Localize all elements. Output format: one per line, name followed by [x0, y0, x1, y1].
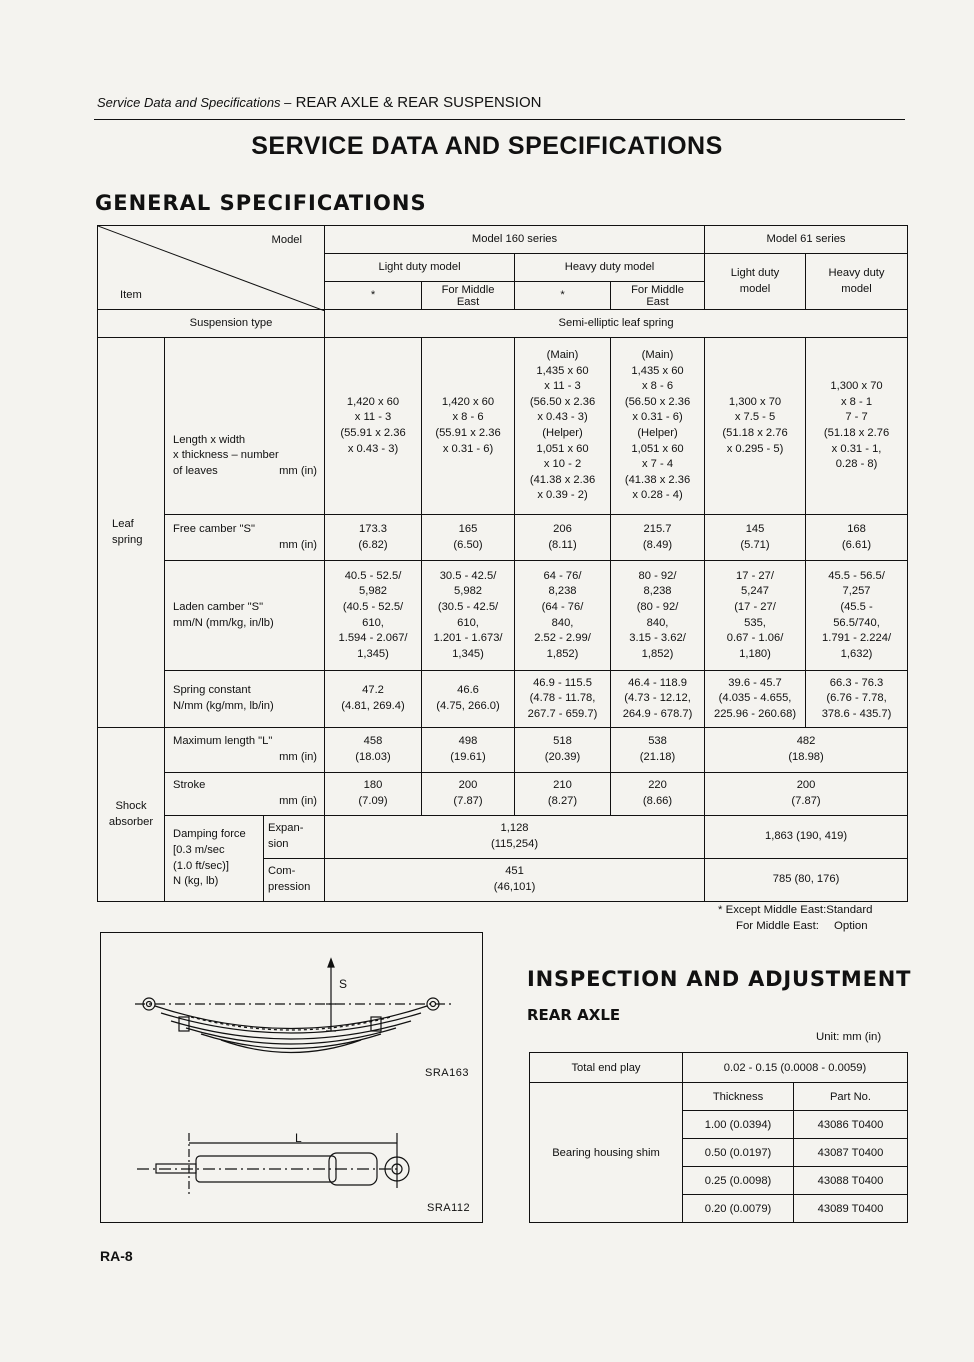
spring-constant-value: 46.9 - 115.5 (4.78 - 11.78, 267.7 - 659.7)	[515, 671, 611, 728]
expansion-label: Expan- sion	[264, 816, 325, 859]
m61-heavy-duty-header: Heavy duty model	[806, 254, 908, 310]
shim-thickness: 0.20 (0.0079)	[683, 1195, 794, 1223]
max-length-label-cell	[165, 728, 325, 773]
shim-part-no: 43089 T0400	[794, 1195, 908, 1223]
length-value: 1,420 x 60 x 8 - 6 (55.91 x 2.36 x 0.31 - 6)	[422, 338, 515, 515]
leaf-spring-group-label: Leaf spring	[98, 338, 165, 728]
footnote	[718, 902, 873, 934]
footnote-line	[718, 902, 873, 918]
middle-east-header: For Middle East	[611, 282, 705, 310]
rear-axle-table	[529, 1052, 908, 1223]
length-value: (Main) 1,435 x 60 x 11 - 3 (56.50 x 2.36 x 0.43 - 3) (Helper) 1,051 x 60 x 10 - 2 (41.38 x 2.36 x 0.39 - 2)	[515, 338, 611, 515]
free-camber-value: 165 (6.50)	[422, 515, 515, 561]
laden-camber-value: 45.5 - 56.5/ 7,257 (45.5 - 56.5/740, 1.791 - 2.224/ 1,632)	[806, 561, 908, 671]
length-value: 1,300 x 70 x 8 - 1 7 - 7 (51.18 x 2.76 x 0.31 - 1, 0.28 - 8)	[806, 338, 908, 515]
free-camber-label-cell	[165, 515, 325, 561]
stroke-unit: mm (in)	[279, 795, 318, 807]
length-label: Length x width x thickness – number of leaves	[173, 433, 279, 477]
free-camber-value: 173.3 (6.82)	[325, 515, 422, 561]
shim-part-no: 43088 T0400	[794, 1167, 908, 1195]
footnote-key: For Middle East:	[736, 920, 819, 932]
spring-constant-value: 46.6 (4.75, 266.0)	[422, 671, 515, 728]
rear-axle-heading: REAR AXLE	[527, 1006, 621, 1024]
free-camber-unit: mm (in)	[279, 538, 318, 551]
max-length-value: 482 (18.98)	[705, 728, 908, 773]
shim-part-no: 43087 T0400	[794, 1139, 908, 1167]
stroke-value: 200 (7.87)	[422, 773, 515, 816]
stroke-value: 210 (8.27)	[515, 773, 611, 816]
page-number: RA-8	[100, 1248, 133, 1264]
compression-label: Com- pression	[264, 859, 325, 902]
damping-force-label: Damping force [0.3 m/sec (1.0 ft/sec)] N (kg, lb)	[165, 816, 264, 902]
stroke-value: 180 (7.09)	[325, 773, 422, 816]
light-duty-header: Light duty model	[325, 254, 515, 282]
suspension-type-value: Semi-elliptic leaf spring	[325, 310, 908, 338]
stroke-label-cell	[165, 773, 325, 816]
footnote-line	[718, 918, 873, 934]
standard-marker: *	[325, 282, 422, 310]
spring-constant-value: 39.6 - 45.7 (4.035 - 4.655, 225.96 - 260.68)	[705, 671, 806, 728]
max-length-value: 498 (19.61)	[422, 728, 515, 773]
shim-part-no: 43086 T0400	[794, 1111, 908, 1139]
total-end-play-value: 0.02 - 0.15 (0.0008 - 0.0059)	[683, 1053, 908, 1083]
model-item-corner-cell	[98, 226, 325, 310]
page-title: SERVICE DATA AND SPECIFICATIONS	[251, 132, 723, 160]
model-61-header: Model 61 series	[705, 226, 908, 254]
max-length-unit: mm (in)	[279, 751, 318, 763]
free-camber-value: 215.7 (8.49)	[611, 515, 705, 561]
standard-marker: *	[515, 282, 611, 310]
damping-compression-61: 785 (80, 176)	[705, 859, 908, 902]
length-label-cell	[165, 338, 325, 515]
axle-unit-note: Unit: mm (in)	[816, 1031, 882, 1043]
suspension-figure	[100, 932, 483, 1223]
spring-constant-value: 47.2 (4.81, 269.4)	[325, 671, 422, 728]
length-value: 1,300 x 70 x 7.5 - 5 (51.18 x 2.76 x 0.295 - 5)	[705, 338, 806, 515]
figure-code-shock: SRA112	[427, 1202, 471, 1214]
leaf-spring-diagram	[135, 959, 451, 1053]
max-length-label: Maximum length "L"	[173, 735, 273, 748]
item-label: Item	[120, 289, 142, 302]
footnote-key: * Except Middle East:	[718, 904, 827, 916]
shim-thickness: 0.50 (0.0197)	[683, 1139, 794, 1167]
spring-constant-value: 46.4 - 118.9 (4.73 - 12.12, 264.9 - 678.7)	[611, 671, 705, 728]
max-length-value: 518 (20.39)	[515, 728, 611, 773]
damping-expansion-61: 1,863 (190, 419)	[705, 816, 908, 859]
inspection-heading: INSPECTION AND ADJUSTMENT	[527, 967, 912, 991]
max-length-value: 458 (18.03)	[325, 728, 422, 773]
general-specifications-table	[97, 225, 908, 902]
total-end-play-label: Total end play	[530, 1053, 683, 1083]
heavy-duty-header: Heavy duty model	[515, 254, 705, 282]
laden-camber-value: 17 - 27/ 5,247 (17 - 27/ 535, 0.67 - 1.06/ 1,180)	[705, 561, 806, 671]
shock-absorber-group-label: Shock absorber	[98, 728, 165, 902]
damping-compression-160: 451 (46,101)	[325, 859, 705, 902]
damping-expansion-160: 1,128 (115,254)	[325, 816, 705, 859]
laden-camber-value: 64 - 76/ 8,238 (64 - 76/ 840, 2.52 - 2.99/ 1,852)	[515, 561, 611, 671]
stroke-label: Stroke	[173, 779, 206, 792]
camber-s-label: S	[339, 977, 348, 991]
shim-thickness: 1.00 (0.0394)	[683, 1111, 794, 1139]
model-label: Model	[271, 234, 303, 246]
model-160-header: Model 160 series	[325, 226, 705, 254]
laden-camber-label: Laden camber "S" mm/N (mm/kg, in/lb)	[165, 561, 325, 671]
footnote-value: Option	[834, 920, 868, 932]
laden-camber-value: 80 - 92/ 8,238 (80 - 92/ 840, 3.15 - 3.62/ 1,852)	[611, 561, 705, 671]
max-length-value: 538 (21.18)	[611, 728, 705, 773]
running-header	[97, 94, 541, 111]
m61-light-duty-header: Light duty model	[705, 254, 806, 310]
length-value: 1,420 x 60 x 11 - 3 (55.91 x 2.36 x 0.43 - 3)	[325, 338, 422, 515]
free-camber-value: 206 (8.11)	[515, 515, 611, 561]
suspension-type-label	[98, 310, 325, 338]
length-unit: mm (in)	[279, 464, 318, 477]
length-l-label: L	[295, 1131, 303, 1145]
laden-camber-value: 30.5 - 42.5/ 5,982 (30.5 - 42.5/ 610, 1.201 - 1.673/ 1,345)	[422, 561, 515, 671]
general-specifications-heading: GENERAL SPECIFICATIONS	[95, 191, 427, 215]
stroke-value: 200 (7.87)	[705, 773, 908, 816]
header-section-title: REAR AXLE & REAR SUSPENSION	[295, 94, 542, 111]
shock-absorber-diagram	[137, 1133, 409, 1222]
free-camber-value: 145 (5.71)	[705, 515, 806, 561]
footnote-value: Standard	[826, 904, 873, 916]
figure-code-leaf: SRA163	[425, 1067, 469, 1079]
header-section-label: Service Data and Specifications –	[97, 95, 292, 110]
shim-thickness: 0.25 (0.0098)	[683, 1167, 794, 1195]
bearing-shim-label: Bearing housing shim	[530, 1083, 683, 1223]
laden-camber-value: 40.5 - 52.5/ 5,982 (40.5 - 52.5/ 610, 1.594 - 2.067/ 1,345)	[325, 561, 422, 671]
middle-east-header: For Middle East	[422, 282, 515, 310]
spring-constant-value: 66.3 - 76.3 (6.76 - 7.78, 378.6 - 435.7)	[806, 671, 908, 728]
header-rule	[94, 119, 905, 120]
free-camber-label: Free camber "S"	[173, 522, 255, 535]
free-camber-value: 168 (6.61)	[806, 515, 908, 561]
part-no-header: Part No.	[794, 1083, 908, 1111]
spring-constant-label: Spring constant N/mm (kg/mm, lb/in)	[165, 671, 325, 728]
thickness-header: Thickness	[683, 1083, 794, 1111]
suspension-type-text: Suspension type	[189, 316, 273, 329]
length-value: (Main) 1,435 x 60 x 8 - 6 (56.50 x 2.36 x 0.31 - 6) (Helper) 1,051 x 60 x 7 - 4 (41.38 x 2.36 x 0.28 - 4)	[611, 338, 705, 515]
stroke-value: 220 (8.66)	[611, 773, 705, 816]
